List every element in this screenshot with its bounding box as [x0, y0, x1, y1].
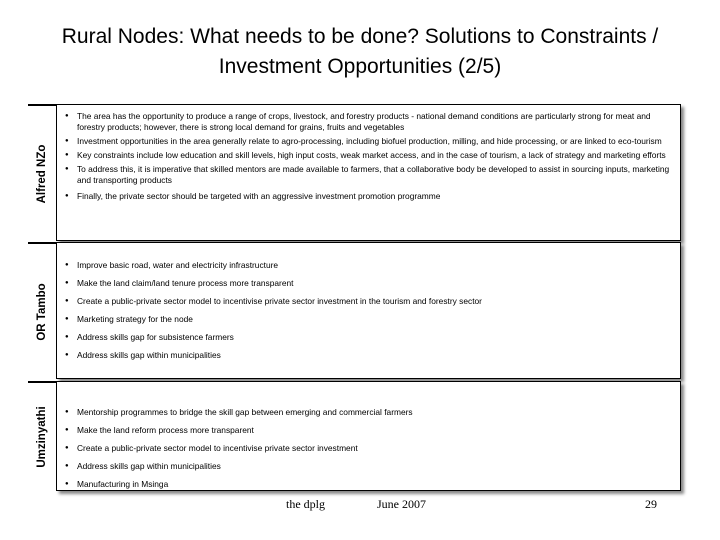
section-content-box	[56, 381, 681, 491]
bullet-list	[65, 111, 676, 209]
footer-date: June 2007	[377, 497, 426, 511]
bullet-list	[65, 260, 676, 368]
bullet-item: ● Make the land reform process more transparent	[65, 425, 676, 436]
section-label: Alfred NZo	[36, 144, 48, 203]
bullet-item: ● Create a public-private sector model to incentivise private sector investment in the tourism and forestry sector	[65, 296, 676, 307]
section-content-box	[56, 242, 681, 379]
bullet-list	[65, 407, 676, 497]
bullet-item: ● Create a public-private sector model to incentivise private sector investment	[65, 443, 676, 454]
bullet-item: ● Improve basic road, water and electricity infrastructure	[65, 260, 676, 271]
bullet-item: ● Manufacturing in Msinga	[65, 479, 676, 490]
footer-page-number: 29	[645, 497, 657, 511]
section-label: OR Tambo	[36, 282, 48, 341]
bullet-item: ● Marketing strategy for the node	[65, 314, 676, 325]
section-umzinyathi	[28, 381, 681, 491]
bullet-item: ● Address skills gap within municipalities	[65, 350, 676, 361]
bullet-item: ● The area has the opportunity to produce a range of crops, livestock, and forestry products - national demand conditions are particularly strong for meat and forestry products; however, there is strong local demand for grains, fruits and vegetables	[65, 111, 676, 133]
bullet-item: ● Mentorship programmes to bridge the skill gap between emerging and commercial farmers	[65, 407, 676, 418]
bullet-item: ● Address skills gap for subsistence farmers	[65, 332, 676, 343]
bullet-item: ● Key constraints include low education and skill levels, high input costs, weak market access, and in the case of tourism, a lack of strategy and marketing efforts	[65, 150, 676, 161]
bullet-item: ● Address skills gap within municipalities	[65, 461, 676, 472]
section-alfred-nzo	[28, 104, 681, 241]
bullet-item: ● Investment opportunities in the area generally relate to agro-processing, including biofuel production, milling, and hide processing, or are linked to eco-tourism	[65, 136, 676, 147]
page-title: Rural Nodes: What needs to be done? Solutions to Constraints / Investment Opportunities (2/5)	[61, 25, 659, 78]
section-label: Umzinyathi	[36, 406, 48, 468]
bullet-item: ● Make the land claim/land tenure process more transparent	[65, 278, 676, 289]
footer-org: the dplg	[286, 497, 325, 511]
bullet-item: ● To address this, it is imperative that skilled mentors are made available to farmers, that a collaborative body be developed to assist in sourcing inputs, marketing and transporting products	[65, 164, 676, 186]
section-sidebar	[28, 242, 56, 379]
bullet-item: ● Finally, the private sector should be targeted with an aggressive investment promotion programme	[65, 191, 676, 202]
section-sidebar	[28, 381, 56, 491]
section-content-box	[56, 104, 681, 241]
section-or-tambo	[28, 242, 681, 379]
section-sidebar	[28, 104, 56, 241]
